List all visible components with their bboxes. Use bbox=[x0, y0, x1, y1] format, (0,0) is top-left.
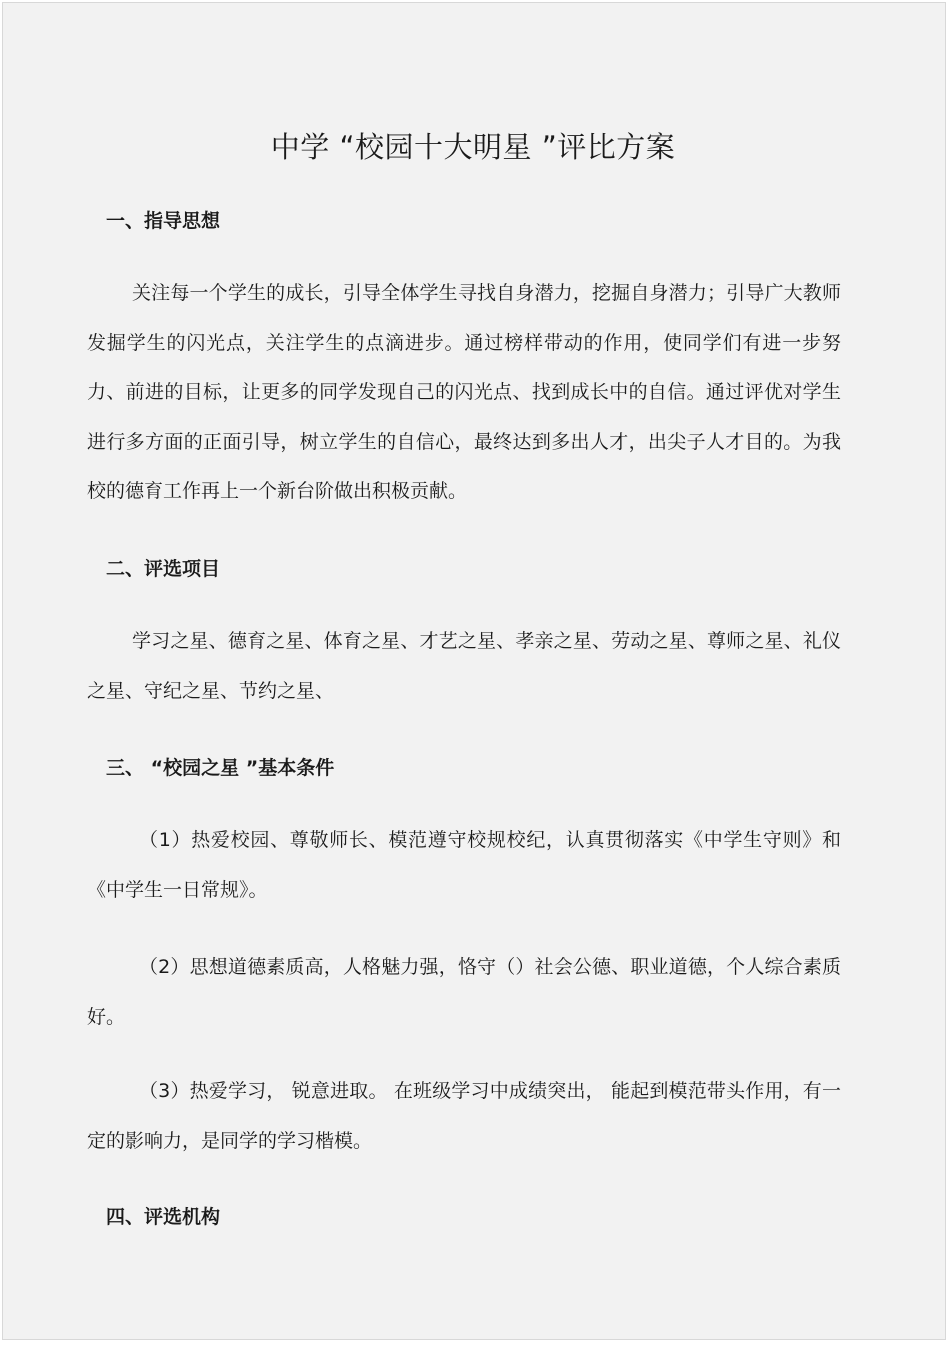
section-paragraph-guiding-ideology: 关注每一个学生的成长，引导全体学生寻找自身潜力，挖掘自身潜力；引导广大教师发掘学生的闪光点，关注学生的点滴进步。通过榜样带动的作用，使同学们有进一步努力、前进的目标，让更多的同学发现自己的闪光点、找到成长中的自信。通过评优对学生进行多方面的正面引导，树立学生的自信心，最终达到多出人才，出尖子人才目的。为我校的德育工作再上一个新台阶做出积极贡献。 bbox=[87, 282, 841, 502]
section-paragraph-selection-items: 学习之星、德育之星、体育之星、才艺之星、孝亲之星、劳动之星、尊师之星、礼仪之星、守纪之星、节约之星、 bbox=[87, 630, 841, 702]
document-page bbox=[2, 2, 946, 1340]
condition-item-2: （2）思想道德素质高，人格魅力强，恪守（）社会公德、职业道德，个人综合素质好。 bbox=[87, 956, 841, 1028]
section-heading-guiding-ideology: 一、指导思想 bbox=[106, 210, 221, 232]
condition-item-1: （1）热爱校园、尊敬师长、模范遵守校规校纪，认真贯彻落实《中学生守则》和《中学生一日常规》。 bbox=[87, 829, 841, 901]
section-heading-selection-committee: 四、评选机构 bbox=[106, 1206, 221, 1228]
condition-item-3: （3）热爱学习， 锐意进取。 在班级学习中成绩突出， 能起到模范带头作用，有一定的影响力，是同学的学习楷模。 bbox=[87, 1080, 841, 1152]
section-heading-basic-conditions: 三、 “校园之星 ”基本条件 bbox=[106, 757, 335, 779]
document-title: 中学 “校园十大明星 ”评比方案 bbox=[270, 130, 676, 164]
section-heading-selection-items: 二、评选项目 bbox=[106, 558, 221, 580]
